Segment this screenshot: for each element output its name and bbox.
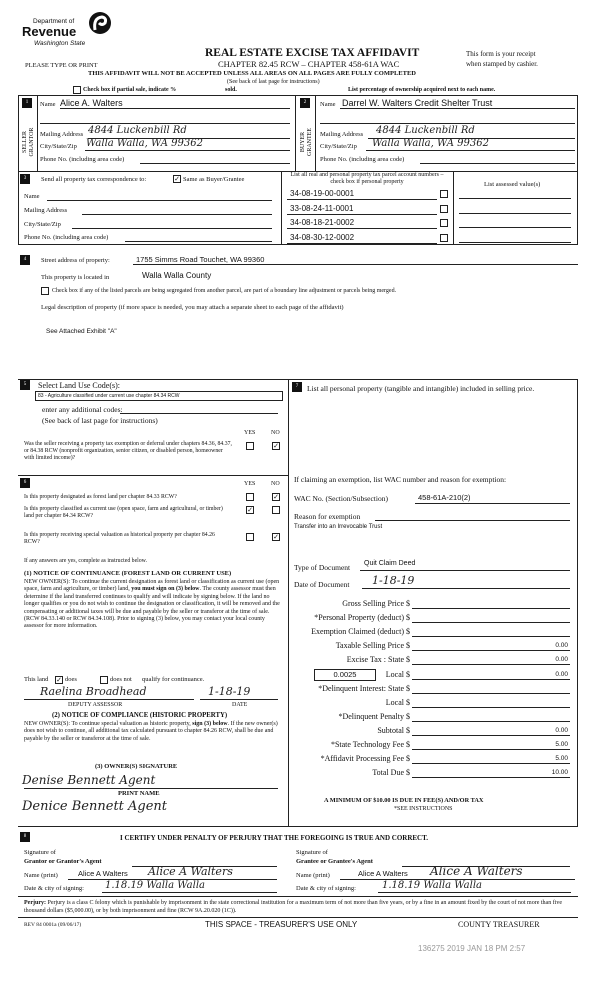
- section-number: 6: [20, 478, 30, 488]
- grantee-signature: Alice A Walters: [430, 864, 523, 878]
- if-yes-note: If any answers are yes, complete as instructed below.: [24, 558, 147, 564]
- additional-codes-label: enter any additional codes:: [42, 405, 123, 414]
- underline: [412, 707, 570, 708]
- underline: [287, 199, 437, 200]
- corr-city-field[interactable]: [72, 228, 272, 229]
- local-rate-field[interactable]: 0.0025: [314, 669, 376, 681]
- perjury-notice: [24, 899, 579, 915]
- exemption-question: Was the seller receiving a property tax exemption or deferral under chapters 84.36, 84.37, or 84.38 RCW (nonprofit organization, senior citizen, or disabled person, homeowner with limited income)?: [24, 441, 232, 461]
- grantee-label: Grantee or Grantee's Agent: [296, 858, 373, 865]
- fee-label: Local $: [385, 669, 410, 679]
- ownership-note: List percentage of ownership acquired next to each name.: [348, 87, 496, 93]
- grantor-signature: Alice A Walters: [148, 865, 233, 878]
- print-name-field[interactable]: Denice Bennett Agent: [22, 799, 168, 814]
- this-land-label: This land: [24, 676, 49, 683]
- county-field[interactable]: Walla Walla County: [142, 271, 212, 280]
- section-number: 4: [20, 255, 30, 265]
- city-label: City/State/Zip: [320, 143, 357, 150]
- personal-property-checkbox[interactable]: [440, 205, 448, 213]
- reason-field[interactable]: Transfer into an Irrevocable Trust: [294, 524, 383, 530]
- does-label: does: [65, 676, 77, 683]
- print-name-label: PRINT NAME: [118, 790, 160, 797]
- does-not-qualify-checkbox[interactable]: [100, 676, 108, 684]
- personal-property-checkbox[interactable]: [440, 190, 448, 198]
- fee-row: [300, 655, 570, 667]
- fee-row: [300, 740, 570, 752]
- underline: [102, 892, 277, 893]
- perjury-text: Perjury is a class C felony which is punishable by imprisonment in the state correctional institution for a maximum term of not more than five years, or by a fine in an amount fixed by the court of not more than five thousand dollars ($5,000.00), or by both imprisonment and fine (RCW 9A.20.020 (1C)).: [24, 900, 563, 914]
- mailing-label: Mailing Address: [40, 131, 84, 138]
- underline: [60, 108, 290, 109]
- parcel-number-field[interactable]: 34-08-19-00-0001: [290, 189, 355, 198]
- segregate-checkbox[interactable]: [41, 287, 49, 295]
- wac-number-field[interactable]: 458-61A-210(2): [418, 493, 471, 502]
- parcel-number-field[interactable]: 34-08-30-12-0002: [290, 232, 355, 242]
- fee-label: Subtotal $: [377, 725, 410, 735]
- personal-property-checkbox[interactable]: [440, 234, 448, 242]
- underline: [412, 721, 570, 722]
- deputy-assessor-label: DEPUTY ASSESSOR: [68, 702, 123, 708]
- underline: [200, 699, 278, 700]
- section-number: 2: [300, 98, 310, 108]
- logo-line1: Department of: [33, 18, 75, 25]
- underline: [85, 150, 290, 151]
- fee-row: [300, 670, 570, 682]
- chapter-line: CHAPTER 82.45 RCW – CHAPTER 458-61A WAC: [218, 59, 400, 69]
- grantor-date-field[interactable]: 1.18.19 Walla Walla: [105, 880, 205, 891]
- corr-phone-field[interactable]: [125, 241, 272, 242]
- seller-name-field[interactable]: Alice A. Walters: [60, 98, 123, 108]
- notice-continuance-text: [24, 579, 286, 631]
- fee-row: [300, 698, 570, 710]
- forest-yes-checkbox[interactable]: [246, 493, 254, 501]
- mailing-label: Mailing Address: [24, 207, 68, 214]
- yes-header: YES: [244, 481, 256, 487]
- receipt-note-1: This form is your receipt: [466, 50, 536, 58]
- divider: [288, 379, 289, 827]
- divider: [281, 171, 282, 245]
- send-label: Send all property tax correspondence to:: [41, 176, 147, 183]
- assessed-header: List assessed value(s): [484, 181, 541, 188]
- corr-name-field[interactable]: [47, 200, 272, 201]
- fee-row: [300, 599, 570, 611]
- fee-row: [300, 754, 570, 766]
- qualify-label: qualify for continuance.: [142, 676, 205, 683]
- notice-text: . The county assessor must then determine if the land transferred continues to qualify and will indicate by signing below. If the land no longer qualifies or you do not wish to continue the designation or classification, it will be removed and the compensating or additional taxes will be due and payable by the seller or transferor at the time of sale. (RCW 84.33.140 or RCW 84.34.108). Prior to signing (3) below, you may contact your local county assessor for more information.: [24, 586, 280, 630]
- doc-date-label: Date of Document: [294, 580, 350, 589]
- grantee-date-field[interactable]: 1.18.19 Walla Walla: [382, 880, 482, 891]
- fee-label: Total Due $: [372, 768, 410, 778]
- buyer-city-field[interactable]: Walla Walla, WA 99362: [372, 138, 489, 149]
- grantor-label: Grantor or Grantor's Agent: [24, 858, 102, 865]
- fee-row: [300, 712, 570, 724]
- underline: [415, 503, 570, 504]
- located-label: This property is located in: [41, 274, 110, 281]
- wac-label: WAC No. (Section/Subsection): [294, 494, 388, 503]
- current-use-yes-checkbox[interactable]: ✓: [247, 506, 253, 514]
- parcel-number-field[interactable]: 33-08-24-11-0001: [290, 203, 354, 213]
- fee-label: *Affidavit Processing Fee $: [320, 754, 410, 764]
- section-number: 8: [20, 832, 30, 842]
- doc-type-field[interactable]: Quit Claim Deed: [364, 560, 416, 567]
- notice-text: NEW OWNER(S): To continue the current designation as forest land or classification as current use (open space, farm and agriculture, or timber) land,: [24, 579, 280, 593]
- assessed-value-field[interactable]: [459, 213, 571, 214]
- fee-label: *Delinquent Interest: State $: [318, 683, 410, 693]
- please-type: PLEASE TYPE OR PRINT: [25, 62, 98, 69]
- notice-bold: you must sign on (3) below: [131, 586, 200, 593]
- date-city-label: Date & city of signing:: [24, 885, 84, 892]
- buyer-name-field[interactable]: Darrel W. Walters Credit Shelter Trust: [342, 98, 493, 108]
- underline: [287, 243, 437, 244]
- doc-type-label: Type of Document: [294, 563, 351, 572]
- notice-continuance-title: (1) NOTICE OF CONTINUANCE (FOREST LAND OR CURRENT USE): [24, 570, 232, 577]
- underline: [412, 650, 570, 651]
- exemption-label: If claiming an exemption, list WAC number and reason for exemption:: [294, 475, 507, 484]
- name-label: Name: [24, 193, 40, 200]
- phone-label: Phone No. (including area code): [320, 156, 405, 163]
- dor-swirl-icon: [87, 10, 113, 36]
- receipt-note-2: when stamped by cashier.: [466, 60, 538, 68]
- buyer-phone-field[interactable]: [420, 163, 575, 164]
- seller-city-field[interactable]: Walla Walla, WA 99362: [86, 138, 203, 149]
- underline: [375, 520, 570, 521]
- fee-label: Taxable Selling Price $: [335, 641, 410, 651]
- divider: [18, 379, 288, 380]
- notice-compliance-text: [24, 721, 286, 743]
- same-as-buyer-label: Same as Buyer/Grantee: [183, 176, 245, 183]
- land-use-select[interactable]: 83 - Agriculture classified under current use chapter 84.34 RCW: [35, 391, 283, 401]
- name-label: Name: [320, 101, 336, 108]
- partial-sale-label: Check box if partial sale, indicate %: [83, 87, 177, 93]
- underline: [412, 749, 570, 750]
- phone-label: Phone No. (including area code): [24, 234, 109, 241]
- underline: [362, 588, 570, 589]
- treasurer-use-label: THIS SPACE - TREASURER'S USE ONLY: [205, 920, 358, 929]
- underline: [412, 636, 570, 637]
- phone-label: Phone No. (including area code): [40, 156, 125, 163]
- underline: [287, 214, 437, 215]
- fee-label: Local $: [385, 697, 410, 707]
- current-use-question: Is this property classified as current use (open space, farm and agricultural, or timber) land per chapter 84.34 RCW?: [24, 506, 223, 519]
- does-not-label: does not: [110, 676, 132, 683]
- underline: [378, 892, 571, 893]
- divider: [18, 917, 578, 918]
- underline: [412, 735, 570, 736]
- parcel-header: List all real and personal property tax parcel account numbers – check box if personal property: [290, 172, 444, 185]
- fee-value-field[interactable]: 0.00: [555, 726, 568, 734]
- assessed-value-field[interactable]: [459, 227, 571, 228]
- perjury-label: Perjury:: [24, 900, 46, 906]
- underline: [412, 622, 570, 623]
- underline: [412, 608, 570, 609]
- underline: [360, 570, 570, 571]
- fee-label: Gross Selling Price $: [342, 599, 410, 608]
- assessor-signature[interactable]: Raelina Broadhead: [40, 685, 147, 698]
- certify-statement: I CERTIFY UNDER PENALTY OF PERJURY THAT THE FOREGOING IS TRUE AND CORRECT.: [120, 834, 429, 842]
- divider: [18, 896, 578, 897]
- fee-label: *Delinquent Penalty $: [338, 711, 410, 721]
- fee-row: [300, 768, 570, 780]
- current-use-no-checkbox[interactable]: [272, 506, 280, 514]
- underline: [412, 693, 570, 694]
- fee-row: [300, 613, 570, 625]
- owner-signature[interactable]: Denise Bennett Agent: [22, 773, 156, 787]
- underline: [412, 777, 570, 778]
- seller-grantor-label: SELLER GRANTOR: [22, 127, 35, 157]
- date-city-label: Date & city of signing:: [296, 885, 356, 892]
- divider: [18, 475, 288, 476]
- fee-value-field[interactable]: 10.00: [551, 769, 568, 777]
- fee-row: [300, 684, 570, 696]
- divider: [315, 95, 316, 171]
- name-print-label: Name (print): [296, 872, 330, 879]
- corr-mailing-field[interactable]: [82, 214, 272, 215]
- no-header: NO: [271, 430, 280, 436]
- fee-row: [300, 627, 570, 639]
- reason-label: Reason for exemption: [294, 512, 361, 521]
- fee-value-field[interactable]: 0.00: [555, 642, 568, 650]
- historic-question: Is this property receiving special valuation as historical property per chapter 84.26 RCW?: [24, 532, 215, 545]
- section-number: 5: [20, 380, 30, 390]
- section-number: 7: [292, 382, 302, 392]
- seller-phone-field[interactable]: [140, 163, 290, 164]
- assessed-value-field[interactable]: [459, 198, 571, 199]
- logo-line2: Revenue: [22, 24, 77, 39]
- name-print-label: Name (print): [24, 872, 58, 879]
- partial-sale-checkbox[interactable]: [73, 86, 81, 94]
- underline: [24, 788, 278, 789]
- street-address-field[interactable]: 1755 Simms Road Touchet, WA 99360: [136, 255, 265, 264]
- fee-row: [300, 641, 570, 653]
- owner-signature-label: (3) OWNER(S) SIGNATURE: [95, 763, 178, 770]
- date-label: DATE: [232, 702, 248, 708]
- fee-value-field[interactable]: 0.00: [555, 670, 568, 678]
- underline: [412, 664, 570, 665]
- segregate-label: Check box if any of the listed parcels are being segregated from another parcel, are part of a boundary line adjustment or parcels being merged.: [52, 288, 397, 294]
- same-as-buyer-checkbox[interactable]: ✓: [174, 175, 180, 183]
- county-treasurer-label: COUNTY TREASURER: [458, 920, 540, 929]
- street-label: Street address of property:: [41, 257, 110, 264]
- fee-label: *State Technology Fee $: [330, 740, 410, 749]
- fee-label: Excise Tax : State $: [346, 655, 410, 665]
- city-label: City/State/Zip: [24, 221, 61, 228]
- see-back: (See back of last page for instructions): [42, 416, 158, 425]
- yes-header: YES: [244, 430, 256, 436]
- underline: [40, 123, 290, 124]
- doc-date-field[interactable]: 1-18-19: [372, 574, 415, 587]
- does-qualify-checkbox[interactable]: ✓: [56, 676, 62, 684]
- signature-of-label: Signature of: [296, 849, 328, 856]
- name-label: Name: [40, 101, 56, 108]
- form-revision: REV 84 0001a (09/06/17): [24, 922, 82, 928]
- sold-label: sold.: [225, 87, 237, 93]
- q-exemption-no-checkbox[interactable]: ✓: [273, 442, 279, 450]
- divider: [453, 171, 454, 245]
- grantee-name-field[interactable]: Alice A Walters: [358, 869, 408, 878]
- underline: [412, 679, 570, 680]
- fee-row: [300, 726, 570, 738]
- historic-yes-checkbox[interactable]: [246, 533, 254, 541]
- forest-question: Is this property designated as forest land per chapter 84.33 RCW?: [24, 494, 177, 500]
- fee-value-field[interactable]: 5.00: [555, 741, 568, 748]
- assessor-date[interactable]: 1-18-19: [208, 685, 251, 698]
- fee-value-field[interactable]: 0.00: [555, 656, 568, 664]
- warning-line: THIS AFFIDAVIT WILL NOT BE ACCEPTED UNLESS ALL AREAS ON ALL PAGES ARE FULLY COMPLETED: [88, 70, 416, 77]
- mailing-label: Mailing Address: [320, 131, 364, 138]
- forest-no-checkbox[interactable]: ✓: [273, 493, 279, 501]
- land-use-label: Select Land Use Code(s):: [38, 381, 120, 390]
- section-number: 1: [22, 98, 32, 108]
- underline: [340, 108, 575, 109]
- see-back: (See back of last page for instructions): [227, 79, 320, 85]
- city-label: City/State/Zip: [40, 143, 77, 150]
- form-title: REAL ESTATE EXCISE TAX AFFIDAVIT: [205, 47, 420, 59]
- underline: [320, 123, 575, 124]
- notice-text: NEW OWNER(S): To continue special valuation as historic property,: [24, 721, 191, 727]
- parcel-number-field[interactable]: 34-08-18-21-0002: [290, 218, 355, 227]
- underline: [366, 150, 575, 151]
- section-number: 3: [20, 174, 30, 184]
- underline: [412, 763, 570, 764]
- buyer-grantee-label: BUYER GRANTEE: [300, 128, 313, 156]
- legal-description-field[interactable]: See Attached Exhibit "A": [46, 328, 117, 335]
- signature-of-label: Signature of: [24, 849, 56, 856]
- notice-bold: sign (3) below: [192, 721, 228, 727]
- seller-mailing-field[interactable]: 4844 Luckenbill Rd: [88, 125, 187, 136]
- no-header: NO: [271, 481, 280, 487]
- personal-property-label: List all personal property (tangible and intangible) included in selling price.: [307, 384, 535, 393]
- historic-no-checkbox[interactable]: ✓: [273, 533, 279, 541]
- assessed-value-field[interactable]: [459, 242, 571, 243]
- fee-value-field[interactable]: 5.00: [555, 755, 568, 763]
- additional-codes-field[interactable]: [120, 413, 278, 414]
- notice-compliance-title: (2) NOTICE OF COMPLIANCE (HISTORIC PROPERTY): [52, 712, 228, 719]
- underline: [133, 264, 578, 265]
- legal-label: Legal description of property (if more space is needed, you may attach a separate sheet to each page of the affidavit): [41, 304, 344, 311]
- underline: [24, 699, 194, 700]
- divider: [37, 95, 38, 171]
- notice-text: . If the new owner(s) does not wish to continue, all additional tax calculated pursuant to chapter 84.26 RCW, shall be due and payable by the seller or transferor at the time of sale.: [24, 721, 278, 742]
- see-instructions: *SEE INSTRUCTIONS: [394, 806, 453, 812]
- fee-label: *Personal Property (deduct) $: [314, 613, 410, 623]
- underline: [287, 228, 437, 229]
- treasurer-stamp: 136275 2019 JAN 18 PM 2:57: [418, 944, 526, 953]
- q-exemption-yes-checkbox[interactable]: [246, 442, 254, 450]
- minimum-note: A MINIMUM OF $10.00 IS DUE IN FEE(S) AND/OR TAX: [324, 797, 484, 804]
- fee-label: Exemption Claimed (deduct) $: [311, 627, 410, 637]
- buyer-mailing-field[interactable]: 4844 Luckenbill Rd: [376, 125, 475, 136]
- grantor-name-field[interactable]: Alice A Walters: [78, 869, 128, 878]
- logo-line3: Washington State: [34, 40, 86, 47]
- divider: [295, 95, 296, 171]
- personal-property-checkbox[interactable]: [440, 219, 448, 227]
